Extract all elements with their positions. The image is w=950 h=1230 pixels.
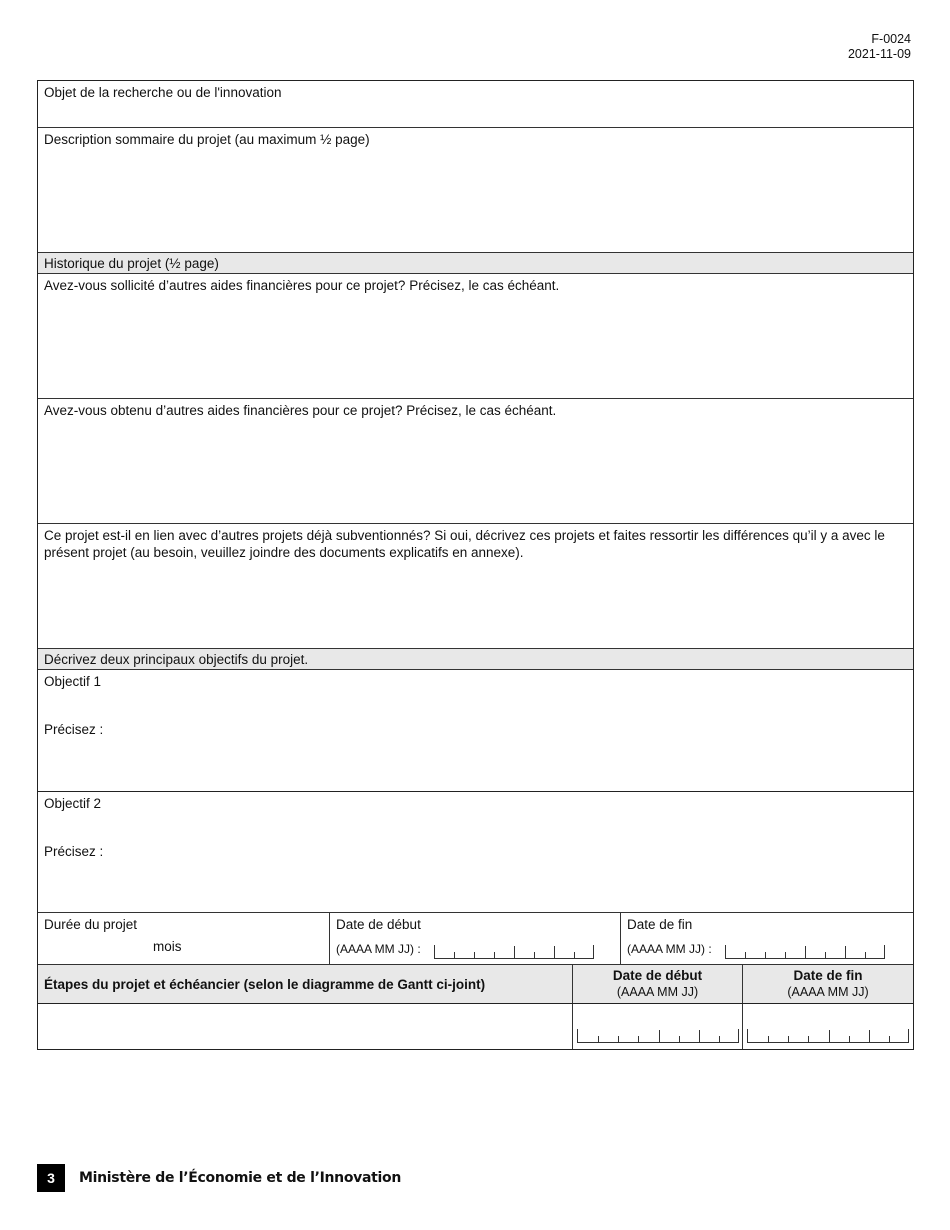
history-header (38, 253, 913, 274)
obtained-aid-label: Avez-vous obtenu d’autres aides financières pour ce projet? Précisez, le cas échéant. (44, 403, 557, 418)
objective1-specify-label: Précisez : (44, 722, 104, 737)
gantt-title: Étapes du projet et échéancier (selon le diagramme de Gantt ci-joint) (44, 977, 486, 992)
gantt-start-cell (572, 1004, 742, 1049)
object-label: Objet de la recherche ou de l'innovation (44, 85, 282, 100)
start-date-cell[interactable] (329, 913, 620, 964)
gantt-end-format: (AAAA MM JJ) (787, 985, 869, 999)
gantt-end-label: Date de fin (793, 968, 863, 983)
gantt-step-input[interactable] (38, 1004, 572, 1049)
duration-cell[interactable] (38, 913, 329, 964)
related-projects-field[interactable] (38, 524, 913, 649)
start-date-format: (AAAA MM JJ) : (336, 942, 421, 956)
form-number: F-0024 (871, 32, 911, 46)
gantt-end-cell (742, 1004, 913, 1049)
duration-label: Durée du projet (44, 917, 138, 932)
object-field[interactable] (38, 81, 913, 128)
objectives-header-label: Décrivez deux principaux objectifs du projet. (44, 652, 309, 667)
start-date-input[interactable] (434, 945, 594, 959)
form-date: 2021-11-09 (847, 47, 911, 61)
end-date-label: Date de fin (627, 917, 693, 932)
page-number: 3 (37, 1164, 65, 1192)
gantt-row (38, 1004, 913, 1049)
history-header-label: Historique du projet (½ page) (44, 256, 219, 271)
gantt-start-label: Date de début (612, 968, 703, 983)
objective2-label: Objectif 2 (44, 796, 102, 811)
end-date-cell[interactable] (620, 913, 913, 964)
gantt-start-date-input[interactable] (577, 1029, 739, 1043)
summary-field[interactable] (38, 128, 913, 253)
related-projects-label: Ce projet est-il en lien avec d’autres projets déjà subventionnés? Si oui, décrivez ces projets et faites ressortir les différences qu’il y a avec le présent projet (au besoin, veuillez joindre des documents explicatifs en annexe). (44, 528, 885, 560)
gantt-header (38, 965, 913, 1004)
end-date-format: (AAAA MM JJ) : (627, 942, 712, 956)
form-frame (37, 80, 914, 1050)
form-code (848, 32, 911, 62)
gantt-end-header (742, 965, 913, 1003)
objective1-field[interactable] (38, 670, 913, 792)
duration-unit: mois (153, 939, 182, 954)
gantt-start-header (572, 965, 742, 1003)
objective2-specify-label: Précisez : (44, 844, 104, 859)
start-date-label: Date de début (336, 917, 421, 932)
requested-aid-field[interactable] (38, 274, 913, 399)
end-date-input[interactable] (725, 945, 885, 959)
objectives-header (38, 649, 913, 670)
gantt-title-cell (38, 965, 572, 1003)
objective2-field[interactable] (38, 792, 913, 913)
gantt-start-format: (AAAA MM JJ) (616, 985, 699, 999)
duration-row (38, 913, 913, 965)
objective1-label: Objectif 1 (44, 674, 102, 689)
obtained-aid-field[interactable] (38, 399, 913, 524)
gantt-end-date-input[interactable] (747, 1029, 909, 1043)
ministry-name: Ministère de l’Économie et de l’Innovation (79, 1170, 401, 1186)
summary-label: Description sommaire du projet (au maximum ½ page) (44, 132, 370, 147)
requested-aid-label: Avez-vous sollicité d’autres aides financières pour ce projet? Précisez, le cas échéant. (44, 278, 560, 293)
